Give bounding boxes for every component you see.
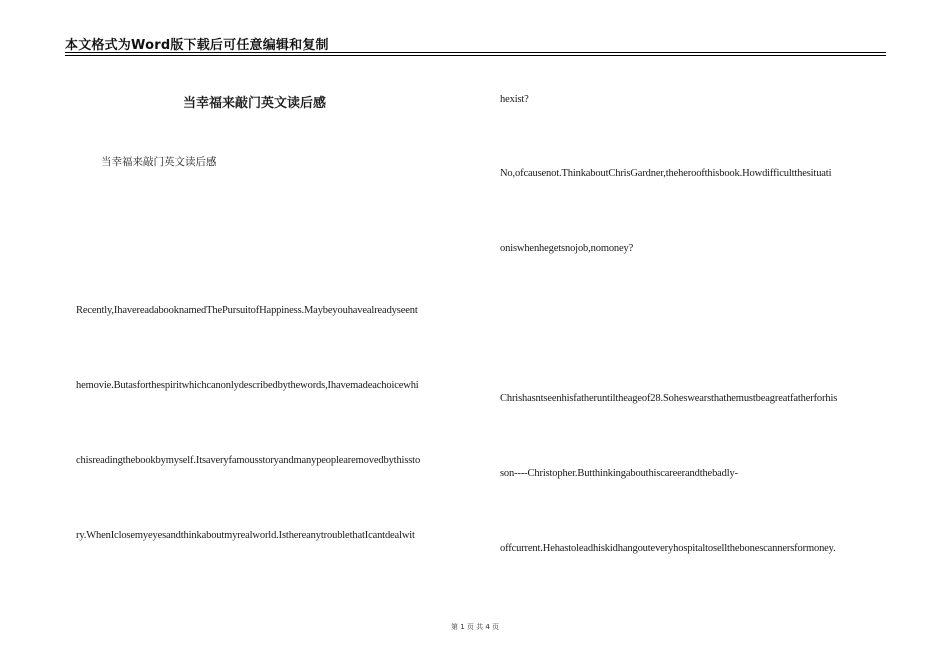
left-text-line: ry.WhenIclosemyeyesandthinkaboutmyrealworld.IsthereanytroublethatIcantdealwit — [76, 530, 415, 541]
right-text-line: son----Christopher.Butthinkingabouthiscareerandthebadly- — [500, 468, 738, 479]
document-title: 当幸福来敲门英文读后感 — [183, 96, 327, 111]
right-text-line: No,ofcausenot.ThinkaboutChrisGardner,theheroofthisbook.Howdifficultthesituati — [500, 168, 832, 179]
header-rule — [65, 55, 886, 56]
left-text-line: hemovie.Butasforthespiritwhichcanonlydescribedbythewords,Ihavemadeachoicewhi — [76, 380, 419, 391]
right-text-line: offcurrent.Hehastoleadhiskidhangouteveryhospitaltosellthebonescannersformoney. — [500, 543, 836, 554]
document-subtitle: 当幸福来敲门英文读后感 — [101, 156, 217, 168]
right-text-line: Chrishasntseenhisfatheruntiltheageof28.Soheswearsthathemustbeagreatfatherforhis — [500, 393, 838, 404]
left-text-line: chisreadingthebookbymyself.Itsaveryfamousstoryandmanypeoplearemovedbythissto — [76, 455, 421, 466]
left-text-line: Recently,IhavereadabooknamedThePursuitofHappiness.Maybeyouhavealreadyseent — [76, 305, 418, 316]
right-text-line: oniswhenhegetsnojob,nomoney? — [500, 243, 634, 254]
document-header — [65, 34, 886, 53]
header-text: 本文格式为Word版下载后可任意编辑和复制 — [65, 38, 329, 53]
right-text-line: hexist? — [500, 94, 529, 105]
page-number: 第 1 页 共 4 页 — [450, 623, 500, 631]
